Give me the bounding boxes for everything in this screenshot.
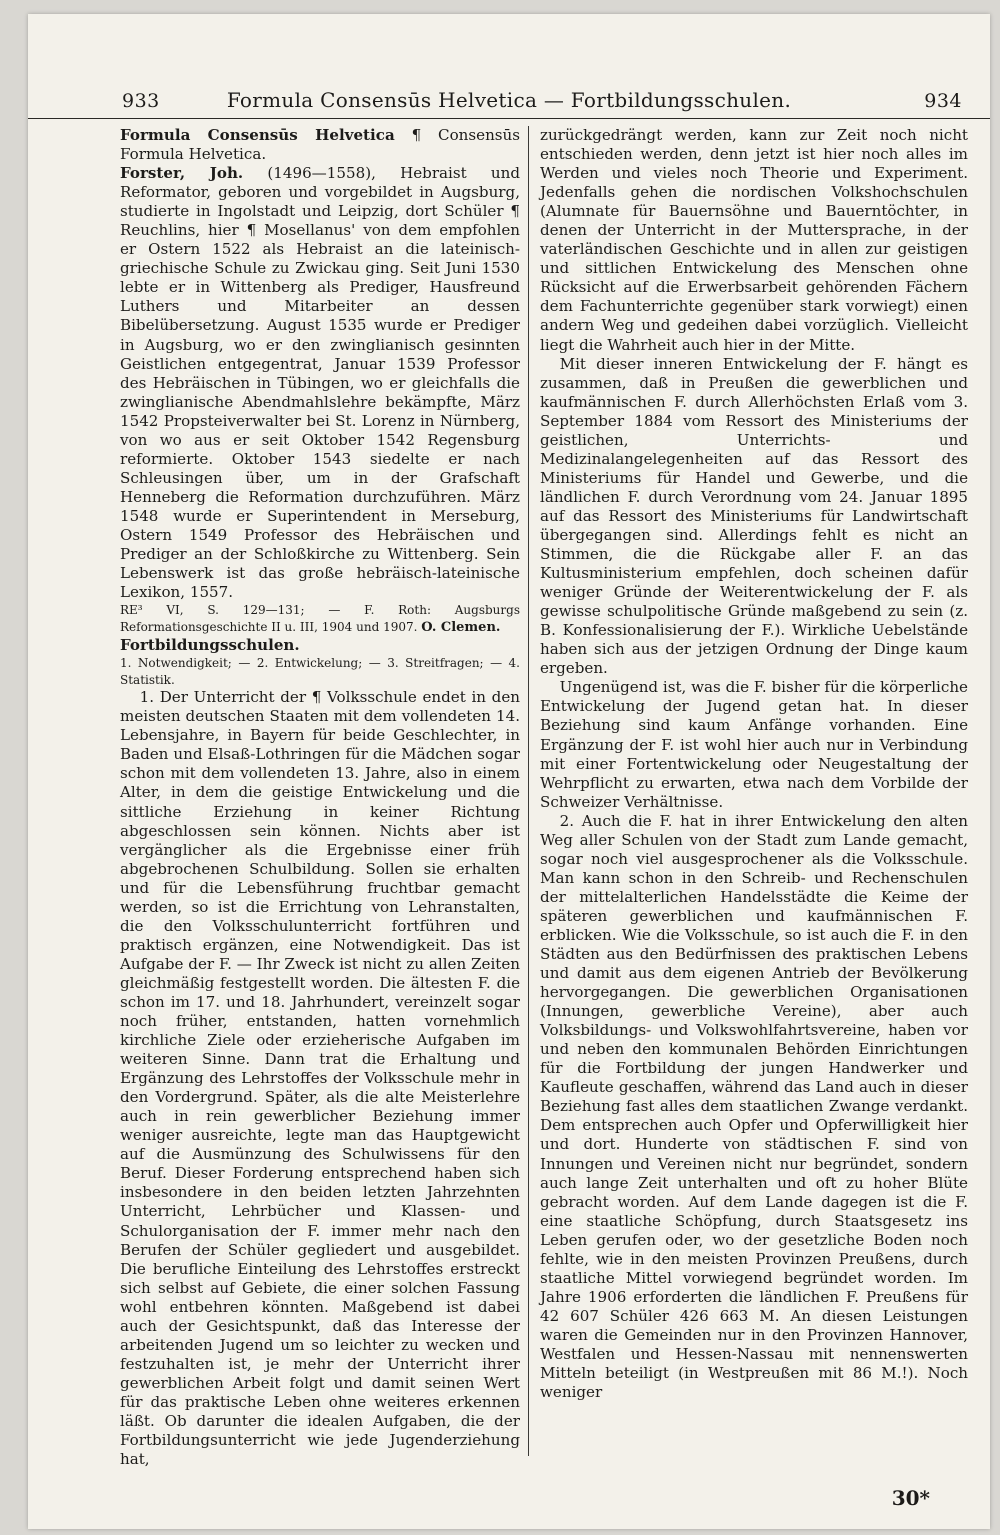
page-number-left: 933 xyxy=(122,90,160,112)
entry-formula-consensus xyxy=(120,126,520,164)
entry-heading-fortbildungsschulen: Fortbildungsschulen. xyxy=(120,636,300,655)
paragraph: Ungenügend ist, was die F. bisher für die körperliche Entwickelung der Jugend getan hat. In dieser Beziehung sind kaum Anfänge vorhanden. Eine Ergänzung der F. ist wohl hier auch nur in Verbindung mit einer Fortentwickelung oder Neugestaltung der Wehrpflicht zu erwarten, etwa nach dem Vorbilde der Schweizer Verhältnisse. xyxy=(540,678,968,811)
entry-forster xyxy=(120,164,520,602)
signature-mark: 30* xyxy=(891,1486,930,1510)
paragraph: 1. Der Unterricht der ¶ Volksschule endet in den meisten deutschen Staaten mit dem vollendeten 14. Lebensjahre, in Bayern für beide Geschlechter, in Baden und Elsaß-Lothringen für die Mädchen sogar schon mit dem vollendeten 13. Jahre, also in einem Alter, in dem die geistige Entwickelung und die sittliche Erziehung in keiner Richtung abgeschlossen sein können. Nichts aber ist vergänglicher als die Ergebnisse einer früh abgebrochenen Schulbildung. Sollen sie erhalten und für die Lebensführung fruchtbar gemacht werden, so ist die Errichtung von Lehranstalten, die den Volksschulunterricht fortführen und praktisch ergänzen, eine Notwendigkeit. Das ist Aufgabe der F. — Ihr Zweck ist nicht zu allen Zeiten gleichmäßig festgestellt worden. Die ältesten F. die schon im 17. und 18. Jahrhundert, vereinzelt sogar noch früher, entstanden, hatten vornehmlich kirchliche Ziele oder erzieherische Aufgaben im weiteren Sinne. Dann trat die Erhaltung und Ergänzung des Lehrstoffes der Volksschule mehr in den Vordergrund. Später, als die alte Meisterlehre auch in rein gewerblicher Beziehung immer weniger ausreichte, legte man das Hauptgewicht auf die Ausmünzung des Schulwissens für den Beruf. Dieser Forderung entsprechend haben sich insbesondere in den beiden letzten Jahrzehnten Unterricht, Lehrbücher und Klassen- und Schulorganisation der F. immer mehr nach den Berufen der Schüler gegliedert und ausgebildet. Die berufliche Einteilung des Lehrstoffes erstreckt sich selbst auf Gebiete, die einer solchen Fassung wohl entbehren könnten. Maßgebend ist dabei auch der Gesichtspunkt, daß das Interesse der arbeitenden Jugend um so leichter zu wecken und festzuhalten ist, je mehr der Unterricht ihrer gewerblichen Arbeit folgt und damit seinen Wert für das praktische Leben ohne weiteres erkennen läßt. Ob darunter die idealen Aufgaben, die der Fortbildungsunterricht wie jede Jugenderziehung hat, xyxy=(120,688,520,1469)
document-page xyxy=(28,14,990,1529)
left-column xyxy=(120,126,521,1469)
right-column xyxy=(540,126,968,1456)
reference-text: RE³ VI, S. 129—131; — F. Roth: Augsburgs Reformationsgeschichte II u. III, 1904 und 1907. xyxy=(120,603,520,634)
column-divider xyxy=(528,126,529,1456)
paragraph: Mit dieser inneren Entwickelung der F. hängt es zusammen, daß in Preußen die gewerblichen und kaufmännischen F. durch Allerhöchsten Erlaß vom 3. September 1884 vom Ressort des Ministeriums der geistlichen, Unterrichts- und Medizinalangelegenheiten auf das Ressort des Ministeriums für Handel und Gewerbe, und die ländlichen F. durch Verordnung vom 24. Januar 1895 auf das Ressort des Ministeriums für Landwirtschaft übergegangen sind. Allerdings fehlt es nicht an Stimmen, die die Rückgabe aller F. an das Kultusministerium empfehlen, doch scheinen dafür weniger Gründe der Weiterentwickelung der F. als gewisse schulpolitische Gründe maßgebend zu sein (z. B. Konfessionalisierung der F.). Wirkliche Uebelstände haben sich aus der jetzigen Ordnung der Dinge kaum ergeben. xyxy=(540,354,968,678)
running-head xyxy=(28,84,990,119)
paragraph: 2. Auch die F. hat in ihrer Entwickelung den alten Weg aller Schulen von der Stadt zum Lande gemacht, sogar noch viel ausgesprochener als die Volksschule. Man kann schon in den Schreib- und Rechenschulen der mittelalterlichen Handelsstädte die Keime der späteren gewerblichen und kaufmännischen F. erblicken. Wie die Volksschule, so ist auch die F. in den Städten aus den Bedürfnissen des praktischen Lebens und damit aus dem eigenen Antrieb der Bevölkerung hervorgegangen. Die gewerblichen Organisationen (Innungen, gewerbliche Vereine), aber auch Volksbildungs- und Volkswohlfahrtsvereine, haben vor und neben den kommunalen Behörden Einrichtungen für die Fortbildung der jungen Handwerker und Kaufleute geschaffen, während das Land auch in dieser Beziehung fast alles dem staatlichen Zwange verdankt. Dem entsprechen auch Opfer und Opferwilligkeit hier und dort. Hunderte von städtischen F. sind von Innungen und Vereinen nicht nur begründet, sondern auch lange Zeit unterhalten und oft zu hoher Blüte gebracht worden. Auf dem Lande dagegen ist die F. eine staatliche Schöpfung, durch Staatsgesetz ins Leben gerufen oder, wo der gesetzliche Boden noch fehlte, wie in den meisten Provinzen Preußens, durch staatliche Mittel vorwiegend begründet worden. Im Jahre 1906 erforderten die ländlichen F. Preußens für 42 607 Schüler 426 663 M. An diesen Leistungen waren die Gemeinden nur in den Provinzen Hannover, Westfalen und Hessen-Nassau mit nennenswerten Mitteln beteiligt (in Westpreußen mit 86 M.!). Noch weniger xyxy=(540,811,968,1402)
entry-text: ¶ Consensūs Formula Helvetica. xyxy=(120,126,521,164)
running-title: Formula Consensūs Helvetica — Fortbildungsschulen. xyxy=(226,88,792,112)
entry-heading: Forster, Joh. xyxy=(120,164,244,183)
paragraph: zurückgedrängt werden, kann zur Zeit noch nicht entschieden werden, denn jetzt ist hier noch alles im Werden und vieles noch Theorie und Experiment. Jedenfalls gehen die nordischen Volkshochschulen (Alumnate für Bauernsöhne und Bauerntöchter, in denen der Unterricht in der Muttersprache, in der vaterländischen Geschichte und in allen zur geistigen und sittlichen Entwickelung des Menschen ohne Rücksicht auf die Erwerbsarbeit gehörenden Fächern dem Fachunterrichte gegenüber stark vorwiegt) einen andern Weg und gedeihen dabei vorzüglich. Vielleicht liegt die Wahrheit auch hier in der Mitte. xyxy=(540,126,968,354)
entry-contents: 1. Notwendigkeit; — 2. Entwickelung; — 3. Streitfragen; — 4. Statistik. xyxy=(120,656,520,687)
author-signature: O. Clemen. xyxy=(421,619,501,635)
page-number-right: 934 xyxy=(924,90,962,112)
entry-heading: Formula Consensūs Helvetica xyxy=(120,126,395,144)
entry-references xyxy=(120,602,520,636)
entry-text: (1496—1558), Hebraist und Reformator, geboren und vorgebildet in Augsburg, studierte in Ingolstadt und Leipzig, dort Schüler ¶ Reuchlins, hier ¶ Mosellanus' von dem empfohlen er Ostern 1522 als Hebraist an die lateinisch-griechische Schule zu Zwickau ging. Seit Juni 1530 lebte er in Wittenberg als Prediger, Hausfreund Luthers und Mitarbeiter an dessen Bibelübersetzung. August 1535 wurde er Prediger in Augsburg, wo er den zwinglianisch gesinnten Geistlichen entgegentrat, Januar 1539 Professor des Hebräischen in Tübingen, wo er gleichfalls die zwinglianische Abendmahlslehre bekämpfte, März 1542 Propsteiverwalter bei St. Lorenz in Nürnberg, von wo aus er seit Oktober 1542 Regensburg reformierte. Oktober 1543 siedelte er nach Schleusingen über, um in der Grafschaft Henneberg die Reformation durchzuführen. März 1548 wurde er Superintendent in Merseburg, Ostern 1549 Professor des Hebräischen und Prediger an der Schloßkirche zu Wittenberg. Sein Lebenswerk ist das große hebräisch-lateinische Lexikon, 1557. xyxy=(120,164,520,602)
